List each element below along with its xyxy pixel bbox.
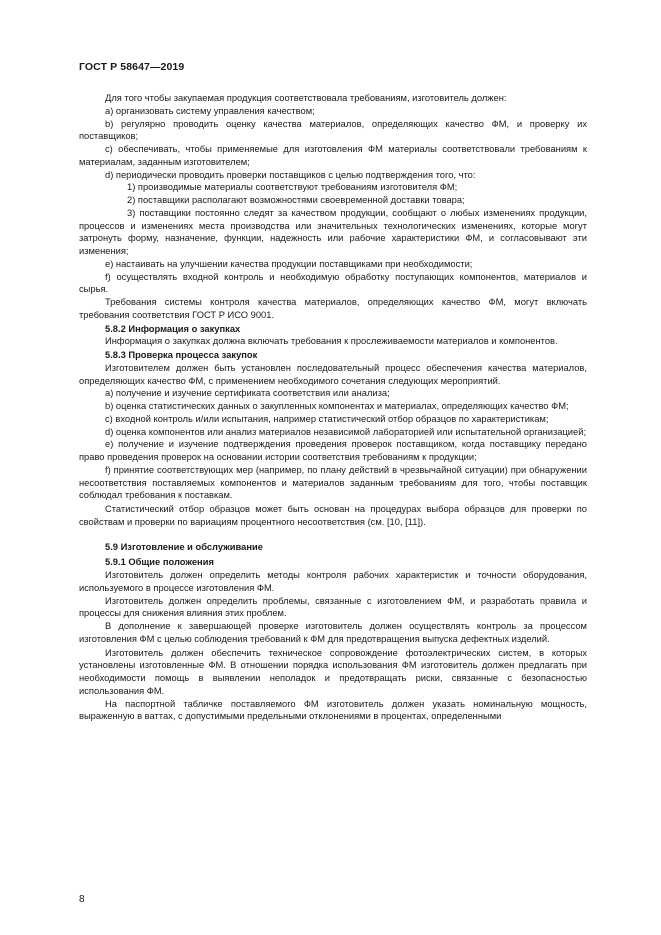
sub-list-item: 2) поставщики располагают возможностями своевременной доставки товара;	[127, 195, 465, 205]
paragraph: В дополнение к завершающей проверке изготовитель должен осуществлять контроль за процессом изготовления ФМ с целью соблюдения требований к ФМ для предотвращения выпуска дефектных изделий.	[79, 621, 587, 644]
list-item: а) организовать систему управления качеством;	[105, 105, 315, 116]
paragraph: На паспортной табличке поставляемого ФМ изготовитель должен указать номинальную мощность, выраженную в ваттах, с допустимыми предельными отклонениями в процентах, определенными	[79, 698, 587, 722]
list-item: d) периодически проводить проверки поставщиков с целью подтверждения того, что:	[105, 169, 476, 180]
section-heading: 5.9.1 Общие положения	[105, 557, 214, 568]
section-heading: 5.8.3 Проверка процесса закупок	[105, 350, 258, 360]
paragraph: Требования системы контроля качества материалов, определяющих качество ФМ, могут включать требования соответствия ГОСТ Р ИСО 9001.	[79, 297, 587, 320]
document-body	[79, 92, 587, 723]
list-item: c) обеспечивать, чтобы применяемые для изготовления ФМ материалы соответствовали требованиям к материалам, заданным изготовителем;	[79, 144, 587, 167]
list-item: b) регулярно проводить оценку качества материалов, определяющих качество ФМ, и проверку их поставщиков;	[79, 118, 587, 142]
section-heading: 5.9 Изготовление и обслуживание	[105, 541, 263, 552]
sub-list-item: 1) производимые материалы соответствуют требованиям изготовителя ФМ;	[127, 182, 458, 193]
sub-list-item: 3) поставщики постоянно следят за качеством продукции, сообщают о любых изменениях продукции, процессов и изменениях места производства или значительных технологических изменениях, которые могут затронуть форму, назначение, функции, надежность или рабочие характеристики ФМ, и согласовывают эти изменения;	[79, 207, 587, 256]
paragraph: Изготовитель должен определить проблемы, связанные с изготовлением ФМ, и разработать правила и процессы для снижения влияния этих проблем.	[79, 595, 587, 619]
list-item: d) оценка компонентов или анализ материалов независимой лабораторией или испытательной организацией;	[105, 426, 587, 437]
list-item: f) принятие соответствующих мер (например, по плану действий в чрезвычайной ситуации) при обнаружении несоответствия поставляемых компонентов и материалов заданным требованиям для того, чтобы поставщик соблюдал требования к поставкам.	[79, 464, 587, 501]
page-number: 8	[79, 894, 85, 905]
list-item: e) получение и изучение подтверждения проведения проверок поставщиком, когда поставщику передано право проведения проверок на основании истории соответствия требованиям к продукции;	[79, 439, 587, 462]
list-item: а) получение и изучение сертификата соответствия или анализа;	[105, 388, 390, 399]
paragraph: Изготовитель должен обеспечить техническое сопровождение фотоэлектрических систем, в которых установлены изготовленные ФМ. В отношении порядка использования ФМ изготовитель должен предлагать при необходимости помощь в выявлении неполадок и предотвращать риски, связанные с безопасностью использования ФМ.	[79, 647, 587, 696]
list-item: b) оценка статистических данных о закупленных компонентах и материалах, определяющих качество ФМ;	[105, 401, 569, 411]
paragraph: Изготовителем должен быть установлен последовательный процесс обеспечения качества материалов, определяющих качество ФМ, с применением необходимого сочетания следующих мероприятий.	[79, 362, 587, 386]
paragraph: Статистический отбор образцов может быть основан на процедурах выбора образцов для проверки по свойствам и проверки по вариациям процентного несоответствия (см. [10, [11]).	[79, 504, 587, 527]
paragraph: Информация о закупках должна включать требования к прослеживаемости материалов и компонентов.	[105, 336, 558, 347]
list-item: e) настаивать на улучшении качества продукции поставщиками при необходимости;	[105, 258, 473, 269]
paragraph: Для того чтобы закупаемая продукция соответствовала требованиям, изготовитель должен:	[105, 93, 507, 103]
section-heading: 5.8.2 Информация о закупках	[105, 323, 241, 334]
paragraph: Изготовитель должен определить методы контроля рабочих характеристик и точности оборудования, используемого в процессе изготовления ФМ.	[79, 570, 587, 593]
document-header: ГОСТ Р 58647—2019	[79, 61, 185, 73]
list-item: c) входной контроль и/или испытания, например статистический отбор образцов по характеристикам;	[105, 413, 549, 424]
list-item: f) осуществлять входной контроль и необходимую обработку поступающих компонентов, материалов и сырья.	[79, 271, 587, 295]
